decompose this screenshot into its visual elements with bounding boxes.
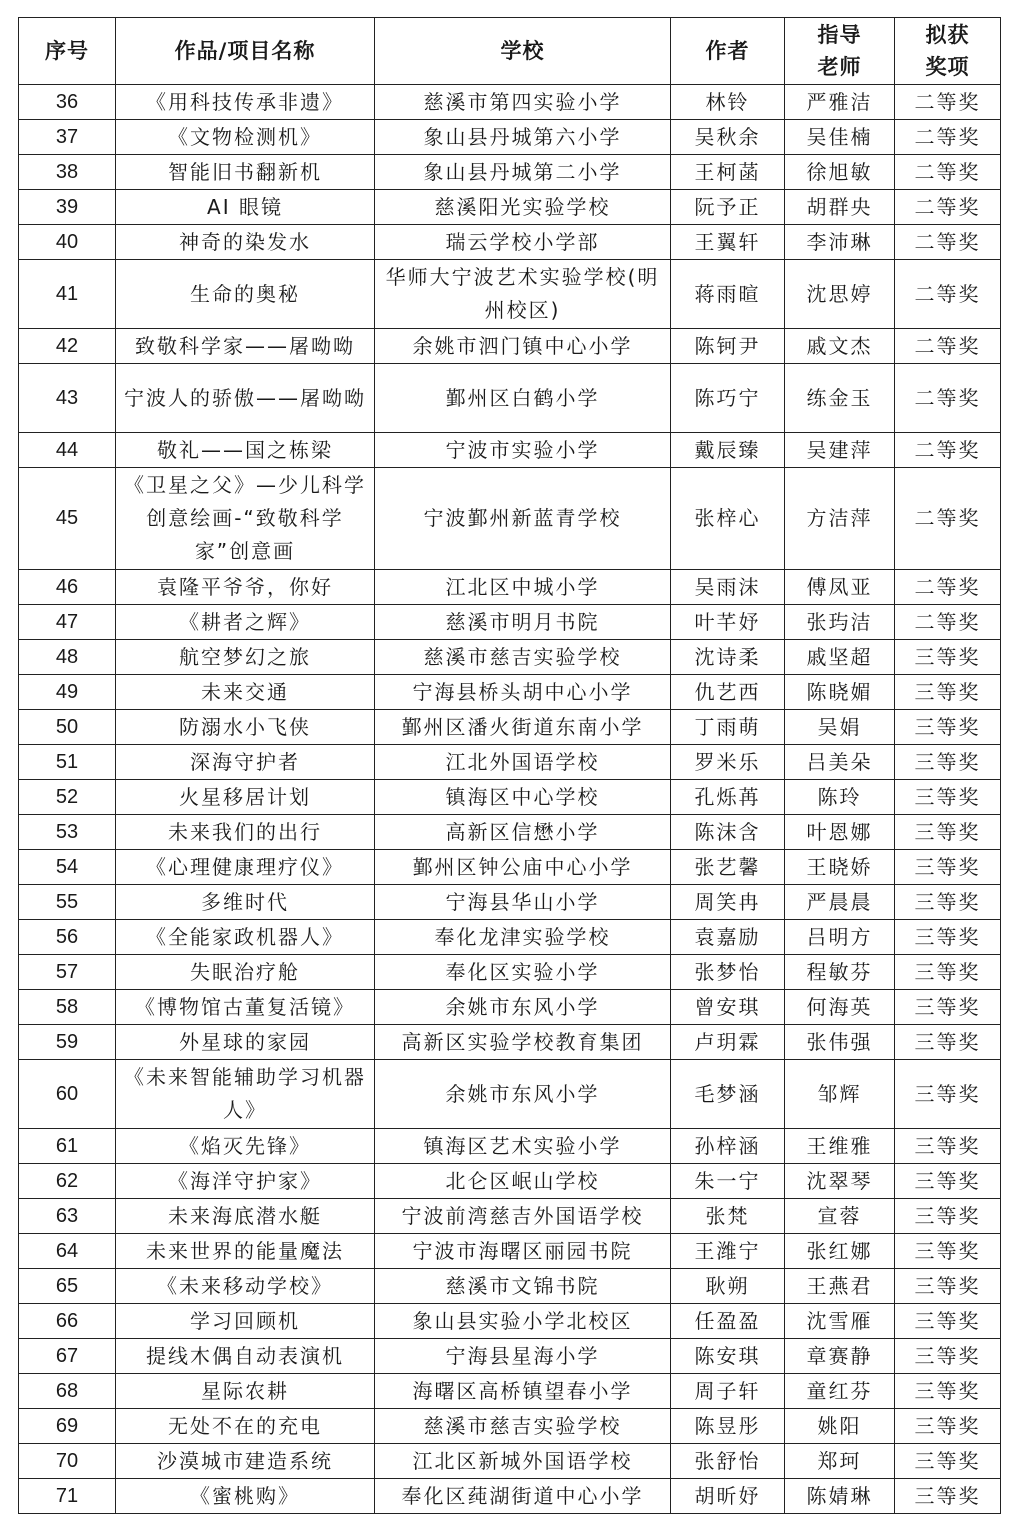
- cell-no: 43: [19, 364, 116, 433]
- header-author: 作者: [671, 18, 785, 85]
- cell-school: 宁海县华山小学: [375, 885, 671, 920]
- cell-no: 55: [19, 885, 116, 920]
- cell-teacher: 陈婧琳: [785, 1479, 895, 1514]
- cell-school: 高新区信懋小学: [375, 815, 671, 850]
- cell-work: 《未来移动学校》: [116, 1269, 375, 1304]
- cell-award: 三等奖: [895, 1269, 1001, 1304]
- cell-work: 多维时代: [116, 885, 375, 920]
- cell-award: 二等奖: [895, 225, 1001, 260]
- table-row: [19, 120, 1001, 155]
- cell-award: 二等奖: [895, 570, 1001, 605]
- cell-work: 智能旧书翻新机: [116, 155, 375, 190]
- cell-school: 象山县丹城第六小学: [375, 120, 671, 155]
- cell-award: 三等奖: [895, 780, 1001, 815]
- table-row: [19, 1409, 1001, 1444]
- cell-award: 三等奖: [895, 1164, 1001, 1199]
- cell-award: 三等奖: [895, 745, 1001, 780]
- cell-work: 星际农耕: [116, 1374, 375, 1409]
- cell-teacher: 严晨晨: [785, 885, 895, 920]
- cell-award: 二等奖: [895, 260, 1001, 329]
- cell-no: 57: [19, 955, 116, 990]
- cell-award: 三等奖: [895, 920, 1001, 955]
- cell-author: 张梦怡: [671, 955, 785, 990]
- cell-award: 三等奖: [895, 1444, 1001, 1479]
- cell-author: 戴辰臻: [671, 433, 785, 468]
- table-row: [19, 155, 1001, 190]
- cell-work: 《耕者之辉》: [116, 605, 375, 640]
- table-row: [19, 1199, 1001, 1234]
- cell-author: 王潍宁: [671, 1234, 785, 1269]
- cell-no: 70: [19, 1444, 116, 1479]
- cell-award: 三等奖: [895, 1409, 1001, 1444]
- table-row: [19, 815, 1001, 850]
- cell-award: 二等奖: [895, 329, 1001, 364]
- cell-teacher: 方洁萍: [785, 468, 895, 570]
- cell-teacher: 张伟强: [785, 1025, 895, 1060]
- cell-work: 宁波人的骄傲——屠呦呦: [116, 364, 375, 433]
- cell-teacher: 吴娟: [785, 710, 895, 745]
- cell-school: 象山县丹城第二小学: [375, 155, 671, 190]
- cell-teacher: 吕明方: [785, 920, 895, 955]
- cell-award: 三等奖: [895, 1025, 1001, 1060]
- cell-teacher: 程敏芬: [785, 955, 895, 990]
- header-award-line1: 拟获: [925, 23, 970, 47]
- cell-teacher: 吴建萍: [785, 433, 895, 468]
- cell-no: 71: [19, 1479, 116, 1514]
- cell-school: 宁海县星海小学: [375, 1339, 671, 1374]
- cell-award: 三等奖: [895, 1339, 1001, 1374]
- cell-author: 周笑冉: [671, 885, 785, 920]
- cell-award: 三等奖: [895, 1374, 1001, 1409]
- table-row: [19, 1234, 1001, 1269]
- cell-award: 三等奖: [895, 675, 1001, 710]
- cell-award: 二等奖: [895, 433, 1001, 468]
- cell-no: 36: [19, 85, 116, 120]
- cell-award: 三等奖: [895, 955, 1001, 990]
- cell-no: 44: [19, 433, 116, 468]
- cell-work: 《卫星之父》—少儿科学创意绘画-“致敬科学家”创意画: [116, 468, 375, 570]
- cell-work: 《焰灭先锋》: [116, 1129, 375, 1164]
- cell-teacher: 陈晓媚: [785, 675, 895, 710]
- cell-work: 防溺水小飞侠: [116, 710, 375, 745]
- cell-award: 二等奖: [895, 190, 1001, 225]
- cell-school: 余姚市泗门镇中心小学: [375, 329, 671, 364]
- cell-teacher: 姚阳: [785, 1409, 895, 1444]
- cell-author: 孙梓涵: [671, 1129, 785, 1164]
- cell-no: 45: [19, 468, 116, 570]
- table-row: [19, 1479, 1001, 1514]
- table-row: [19, 190, 1001, 225]
- table-row: [19, 1339, 1001, 1374]
- cell-teacher: 陈玲: [785, 780, 895, 815]
- cell-author: 张艺馨: [671, 850, 785, 885]
- cell-teacher: 沈翠琴: [785, 1164, 895, 1199]
- table-row: [19, 780, 1001, 815]
- table-row: [19, 640, 1001, 675]
- cell-teacher: 徐旭敏: [785, 155, 895, 190]
- table-row: [19, 1164, 1001, 1199]
- cell-work: 外星球的家园: [116, 1025, 375, 1060]
- cell-award: 二等奖: [895, 364, 1001, 433]
- cell-award: 三等奖: [895, 990, 1001, 1025]
- cell-teacher: 郑珂: [785, 1444, 895, 1479]
- cell-no: 66: [19, 1304, 116, 1339]
- cell-award: 三等奖: [895, 1060, 1001, 1129]
- cell-school: 宁波鄞州新蓝青学校: [375, 468, 671, 570]
- cell-work: 未来世界的能量魔法: [116, 1234, 375, 1269]
- cell-award: 三等奖: [895, 885, 1001, 920]
- cell-award: 二等奖: [895, 605, 1001, 640]
- cell-author: 陈安琪: [671, 1339, 785, 1374]
- table-row: [19, 1304, 1001, 1339]
- cell-school: 慈溪阳光实验学校: [375, 190, 671, 225]
- cell-no: 63: [19, 1199, 116, 1234]
- cell-work: 失眠治疗舱: [116, 955, 375, 990]
- cell-work: 深海守护者: [116, 745, 375, 780]
- cell-school: 慈溪市慈吉实验学校: [375, 640, 671, 675]
- cell-teacher: 王晓娇: [785, 850, 895, 885]
- cell-school: 象山县实验小学北校区: [375, 1304, 671, 1339]
- cell-award: 二等奖: [895, 155, 1001, 190]
- cell-no: 49: [19, 675, 116, 710]
- cell-author: 胡昕妤: [671, 1479, 785, 1514]
- cell-work: 提线木偶自动表演机: [116, 1339, 375, 1374]
- cell-award: 三等奖: [895, 850, 1001, 885]
- cell-work: 火星移居计划: [116, 780, 375, 815]
- cell-no: 68: [19, 1374, 116, 1409]
- table-row: [19, 364, 1001, 433]
- cell-work: 《全能家政机器人》: [116, 920, 375, 955]
- cell-work: 敬礼——国之栋梁: [116, 433, 375, 468]
- cell-author: 卢玥霖: [671, 1025, 785, 1060]
- cell-author: 毛梦涵: [671, 1060, 785, 1129]
- table-row: [19, 990, 1001, 1025]
- table-row: [19, 1374, 1001, 1409]
- cell-school: 慈溪市明月书院: [375, 605, 671, 640]
- cell-work: 沙漠城市建造系统: [116, 1444, 375, 1479]
- table-row: [19, 570, 1001, 605]
- cell-school: 宁波市海曙区丽园书院: [375, 1234, 671, 1269]
- cell-author: 林铃: [671, 85, 785, 120]
- table-row: [19, 329, 1001, 364]
- cell-no: 69: [19, 1409, 116, 1444]
- header-row: [19, 18, 1001, 85]
- cell-no: 54: [19, 850, 116, 885]
- cell-teacher: 吕美朵: [785, 745, 895, 780]
- cell-school: 江北区新城外国语学校: [375, 1444, 671, 1479]
- cell-author: 罗米乐: [671, 745, 785, 780]
- cell-school: 江北外国语学校: [375, 745, 671, 780]
- cell-teacher: 戚文杰: [785, 329, 895, 364]
- award-list-sheet: [18, 17, 1000, 1514]
- table-row: [19, 920, 1001, 955]
- table-row: [19, 85, 1001, 120]
- cell-award: 二等奖: [895, 85, 1001, 120]
- cell-award: 三等奖: [895, 710, 1001, 745]
- cell-no: 41: [19, 260, 116, 329]
- table-row: [19, 1269, 1001, 1304]
- cell-school: 镇海区艺术实验小学: [375, 1129, 671, 1164]
- cell-work: 无处不在的充电: [116, 1409, 375, 1444]
- cell-work: 未来交通: [116, 675, 375, 710]
- cell-teacher: 叶恩娜: [785, 815, 895, 850]
- cell-author: 吴秋余: [671, 120, 785, 155]
- cell-school: 宁海县桥头胡中心小学: [375, 675, 671, 710]
- cell-school: 瑞云学校小学部: [375, 225, 671, 260]
- cell-school: 奉化区实验小学: [375, 955, 671, 990]
- cell-author: 王柯菡: [671, 155, 785, 190]
- cell-no: 60: [19, 1060, 116, 1129]
- cell-teacher: 傅凤亚: [785, 570, 895, 605]
- cell-award: 二等奖: [895, 468, 1001, 570]
- cell-school: 镇海区中心学校: [375, 780, 671, 815]
- cell-author: 周子轩: [671, 1374, 785, 1409]
- cell-teacher: 章赛静: [785, 1339, 895, 1374]
- cell-no: 59: [19, 1025, 116, 1060]
- table-row: [19, 955, 1001, 990]
- cell-work: 《文物检测机》: [116, 120, 375, 155]
- cell-school: 慈溪市文锦书院: [375, 1269, 671, 1304]
- cell-school: 余姚市东风小学: [375, 1060, 671, 1129]
- cell-work: 《未来智能辅助学习机器人》: [116, 1060, 375, 1129]
- cell-author: 丁雨萌: [671, 710, 785, 745]
- header-teacher-line1: 指导: [817, 23, 862, 47]
- cell-school: 鄞州区潘火街道东南小学: [375, 710, 671, 745]
- table-row: [19, 745, 1001, 780]
- cell-award: 二等奖: [895, 120, 1001, 155]
- cell-work: 《博物馆古董复活镜》: [116, 990, 375, 1025]
- cell-teacher: 张红娜: [785, 1234, 895, 1269]
- cell-no: 37: [19, 120, 116, 155]
- cell-work: 《蜜桃购》: [116, 1479, 375, 1514]
- header-work: 作品/项目名称: [116, 18, 375, 85]
- table-row: [19, 605, 1001, 640]
- cell-work: 生命的奥秘: [116, 260, 375, 329]
- cell-no: 47: [19, 605, 116, 640]
- cell-work: 航空梦幻之旅: [116, 640, 375, 675]
- cell-school: 高新区实验学校教育集团: [375, 1025, 671, 1060]
- table-row: [19, 1129, 1001, 1164]
- table-row: [19, 675, 1001, 710]
- cell-award: 三等奖: [895, 1199, 1001, 1234]
- cell-award: 三等奖: [895, 1234, 1001, 1269]
- table-row: [19, 710, 1001, 745]
- table-row: [19, 1444, 1001, 1479]
- cell-author: 张舒怡: [671, 1444, 785, 1479]
- cell-no: 42: [19, 329, 116, 364]
- table-row: [19, 433, 1001, 468]
- cell-teacher: 戚坚超: [785, 640, 895, 675]
- cell-no: 50: [19, 710, 116, 745]
- cell-author: 仇艺西: [671, 675, 785, 710]
- cell-no: 58: [19, 990, 116, 1025]
- cell-author: 吴雨沫: [671, 570, 785, 605]
- cell-work: 未来海底潜水艇: [116, 1199, 375, 1234]
- award-table: [18, 17, 1001, 1514]
- table-row: [19, 260, 1001, 329]
- cell-teacher: 邹辉: [785, 1060, 895, 1129]
- header-no: 序号: [19, 18, 116, 85]
- cell-school: 鄞州区白鹤小学: [375, 364, 671, 433]
- cell-teacher: 沈思婷: [785, 260, 895, 329]
- cell-author: 叶芊妤: [671, 605, 785, 640]
- cell-author: 孔烁苒: [671, 780, 785, 815]
- cell-school: 余姚市东风小学: [375, 990, 671, 1025]
- cell-work: 神奇的染发水: [116, 225, 375, 260]
- cell-teacher: 李沛琳: [785, 225, 895, 260]
- cell-no: 64: [19, 1234, 116, 1269]
- cell-no: 62: [19, 1164, 116, 1199]
- cell-author: 陈巧宁: [671, 364, 785, 433]
- header-teacher: [785, 18, 895, 85]
- cell-author: 陈昱彤: [671, 1409, 785, 1444]
- cell-school: 慈溪市慈吉实验学校: [375, 1409, 671, 1444]
- table-row: [19, 1060, 1001, 1129]
- cell-author: 张梵: [671, 1199, 785, 1234]
- cell-work: 《海洋守护家》: [116, 1164, 375, 1199]
- cell-teacher: 练金玉: [785, 364, 895, 433]
- cell-award: 三等奖: [895, 1304, 1001, 1339]
- cell-teacher: 宣蓉: [785, 1199, 895, 1234]
- cell-teacher: 王维雅: [785, 1129, 895, 1164]
- cell-work: 致敬科学家——屠呦呦: [116, 329, 375, 364]
- cell-work: 《用科技传承非遗》: [116, 85, 375, 120]
- cell-author: 袁嘉励: [671, 920, 785, 955]
- cell-no: 38: [19, 155, 116, 190]
- cell-teacher: 王燕君: [785, 1269, 895, 1304]
- cell-school: 奉化区莼湖街道中心小学: [375, 1479, 671, 1514]
- cell-work: 学习回顾机: [116, 1304, 375, 1339]
- cell-no: 67: [19, 1339, 116, 1374]
- cell-author: 张梓心: [671, 468, 785, 570]
- cell-school: 宁波市实验小学: [375, 433, 671, 468]
- cell-no: 56: [19, 920, 116, 955]
- cell-school: 华师大宁波艺术实验学校(明州校区): [375, 260, 671, 329]
- cell-school: 北仑区岷山学校: [375, 1164, 671, 1199]
- cell-no: 53: [19, 815, 116, 850]
- cell-award: 三等奖: [895, 1479, 1001, 1514]
- cell-teacher: 吴佳楠: [785, 120, 895, 155]
- cell-teacher: 张玙洁: [785, 605, 895, 640]
- cell-award: 三等奖: [895, 640, 1001, 675]
- cell-author: 朱一宁: [671, 1164, 785, 1199]
- cell-author: 陈沫含: [671, 815, 785, 850]
- cell-author: 任盈盈: [671, 1304, 785, 1339]
- cell-school: 江北区中城小学: [375, 570, 671, 605]
- cell-teacher: 童红芬: [785, 1374, 895, 1409]
- cell-no: 52: [19, 780, 116, 815]
- cell-author: 阮予正: [671, 190, 785, 225]
- header-teacher-line2: 老师: [817, 55, 862, 79]
- cell-no: 51: [19, 745, 116, 780]
- cell-author: 耿朔: [671, 1269, 785, 1304]
- cell-work: 未来我们的出行: [116, 815, 375, 850]
- cell-work: 袁隆平爷爷，你好: [116, 570, 375, 605]
- cell-author: 蒋雨暄: [671, 260, 785, 329]
- table-body: [19, 85, 1001, 1514]
- header-award: [895, 18, 1001, 85]
- cell-author: 王翼轩: [671, 225, 785, 260]
- cell-no: 61: [19, 1129, 116, 1164]
- cell-teacher: 严雅洁: [785, 85, 895, 120]
- cell-no: 65: [19, 1269, 116, 1304]
- cell-school: 奉化龙津实验学校: [375, 920, 671, 955]
- table-row: [19, 1025, 1001, 1060]
- table-row: [19, 468, 1001, 570]
- cell-school: 慈溪市第四实验小学: [375, 85, 671, 120]
- cell-no: 40: [19, 225, 116, 260]
- header-school: 学校: [375, 18, 671, 85]
- cell-award: 三等奖: [895, 815, 1001, 850]
- cell-award: 三等奖: [895, 1129, 1001, 1164]
- cell-teacher: 何海英: [785, 990, 895, 1025]
- cell-school: 宁波前湾慈吉外国语学校: [375, 1199, 671, 1234]
- table-row: [19, 850, 1001, 885]
- cell-no: 39: [19, 190, 116, 225]
- cell-teacher: 沈雪雁: [785, 1304, 895, 1339]
- cell-author: 曾安琪: [671, 990, 785, 1025]
- cell-no: 46: [19, 570, 116, 605]
- cell-work: AI 眼镜: [116, 190, 375, 225]
- table-row: [19, 885, 1001, 920]
- table-row: [19, 225, 1001, 260]
- header-award-line2: 奖项: [925, 55, 970, 79]
- cell-school: 海曙区高桥镇望春小学: [375, 1374, 671, 1409]
- cell-work: 《心理健康理疗仪》: [116, 850, 375, 885]
- cell-author: 沈诗柔: [671, 640, 785, 675]
- cell-teacher: 胡群央: [785, 190, 895, 225]
- cell-author: 陈钶尹: [671, 329, 785, 364]
- cell-no: 48: [19, 640, 116, 675]
- cell-school: 鄞州区钟公庙中心小学: [375, 850, 671, 885]
